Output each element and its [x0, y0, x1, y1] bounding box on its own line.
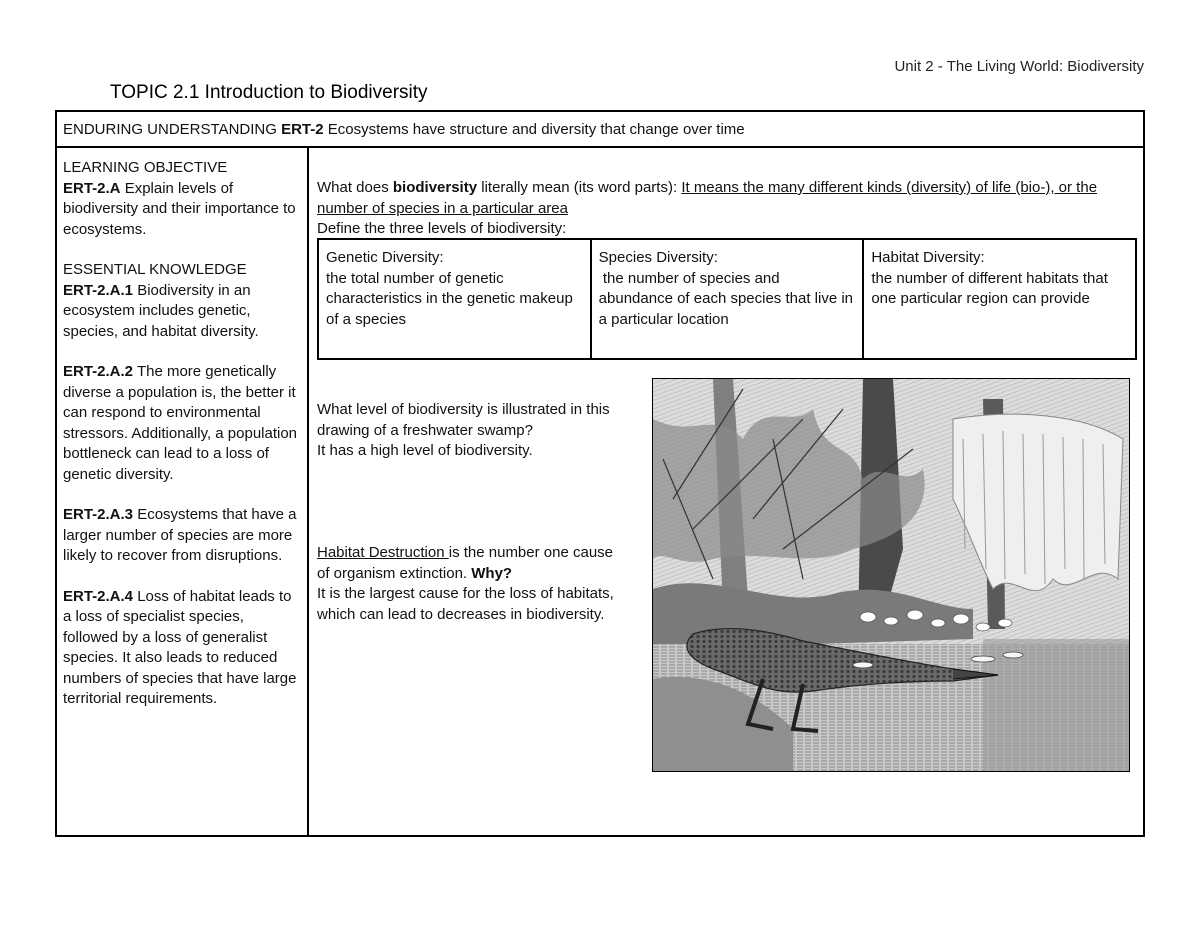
- level-title: Habitat Diversity:: [871, 249, 985, 266]
- swamp-question-text: What level of biodiversity is illustrated in this drawing of a freshwater swamp?: [317, 401, 610, 439]
- ek-text: Biodiversity in an ecosystem includes genetic, species, and habitat diversity.: [63, 281, 259, 340]
- genetic-diversity-cell: [319, 240, 592, 358]
- swamp-answer: It has a high level of biodiversity.: [317, 442, 533, 459]
- essential-knowledge-4: [63, 587, 301, 710]
- why-label: Why?: [471, 564, 513, 582]
- level-definition: the number of species and abundance of each species that live in a particular location: [598, 269, 858, 328]
- bq-term: biodiversity: [392, 179, 478, 196]
- bq-prefix: What does: [317, 179, 393, 196]
- swamp-illustration: [653, 379, 1129, 771]
- eu-code: ERT-2: [281, 121, 324, 138]
- worksheet-table: [55, 110, 1145, 837]
- essential-knowledge-2: [63, 362, 301, 485]
- biodiversity-question: [317, 178, 1137, 240]
- learning-objective: [63, 158, 301, 240]
- ek-heading: ESSENTIAL KNOWLEDGE: [63, 261, 247, 278]
- ek-text: The more genetically diverse a population is, the better it can respond to environmental stressors. Additionally, a population bottleneck can lead to a loss of genetic diversity.: [63, 363, 298, 483]
- level-title: Species Diversity:: [598, 249, 718, 266]
- ek-code: ERT-2.A.1: [63, 281, 134, 299]
- levels-table: [317, 238, 1137, 360]
- habitat-question: [317, 543, 627, 625]
- ek-code: ERT-2.A.4: [63, 587, 134, 605]
- bq-suffix: literally mean (its word parts):: [477, 179, 682, 196]
- swamp-question: [317, 400, 627, 462]
- eu-text: Ecosystems have structure and diversity that change over time: [327, 121, 745, 138]
- essential-knowledge-3: [63, 505, 301, 567]
- habitat-answer: It is the largest cause for the loss of habitats, which can lead to decreases in biodiversity.: [317, 585, 614, 623]
- level-definition: the total number of genetic characteristics in the genetic makeup of a species: [326, 269, 573, 328]
- define-prompt: Define the three levels of biodiversity:: [317, 220, 567, 237]
- content-column: [311, 148, 1143, 835]
- topic-title: TOPIC 2.1 Introduction to Biodiversity: [110, 82, 428, 103]
- ek-text: Loss of habitat leads to a loss of specialist species, followed by a loss of generalist species. It also leads to reduced numbers of species that have large territorial requirements.: [63, 587, 297, 707]
- lo-text: Explain levels of biodiversity and their importance to ecosystems.: [63, 179, 296, 238]
- habitat-diversity-cell: [864, 240, 1135, 358]
- bq-answer: It means the many different kinds (diversity) of life (bio-), or the number of species in a particular area: [317, 179, 1098, 217]
- swamp-drawing: [652, 378, 1130, 772]
- ek-code: ERT-2.A.3: [63, 506, 134, 523]
- ek-code: ERT-2.A.2: [63, 363, 134, 380]
- eu-label: ENDURING UNDERSTANDING: [63, 121, 277, 138]
- lo-code: ERT-2.A: [63, 179, 121, 197]
- objectives-column: [57, 148, 309, 835]
- ek-text: Ecosystems that have a larger number of species are more likely to recover from disruptions.: [63, 506, 297, 564]
- habitat-text: is the number one cause of organism extinction.: [317, 544, 618, 582]
- level-definition: the number of different habitats that one particular region can provide: [871, 269, 1108, 307]
- essential-knowledge-1: [63, 260, 301, 342]
- habitat-term: Habitat Destruction: [317, 544, 449, 561]
- unit-label: Unit 2 - The Living World: Biodiversity: [894, 58, 1144, 75]
- species-diversity-cell: [592, 240, 865, 358]
- level-title: Genetic Diversity:: [326, 249, 444, 266]
- lo-heading: LEARNING OBJECTIVE: [63, 159, 228, 176]
- enduring-understanding-row: [57, 112, 1143, 148]
